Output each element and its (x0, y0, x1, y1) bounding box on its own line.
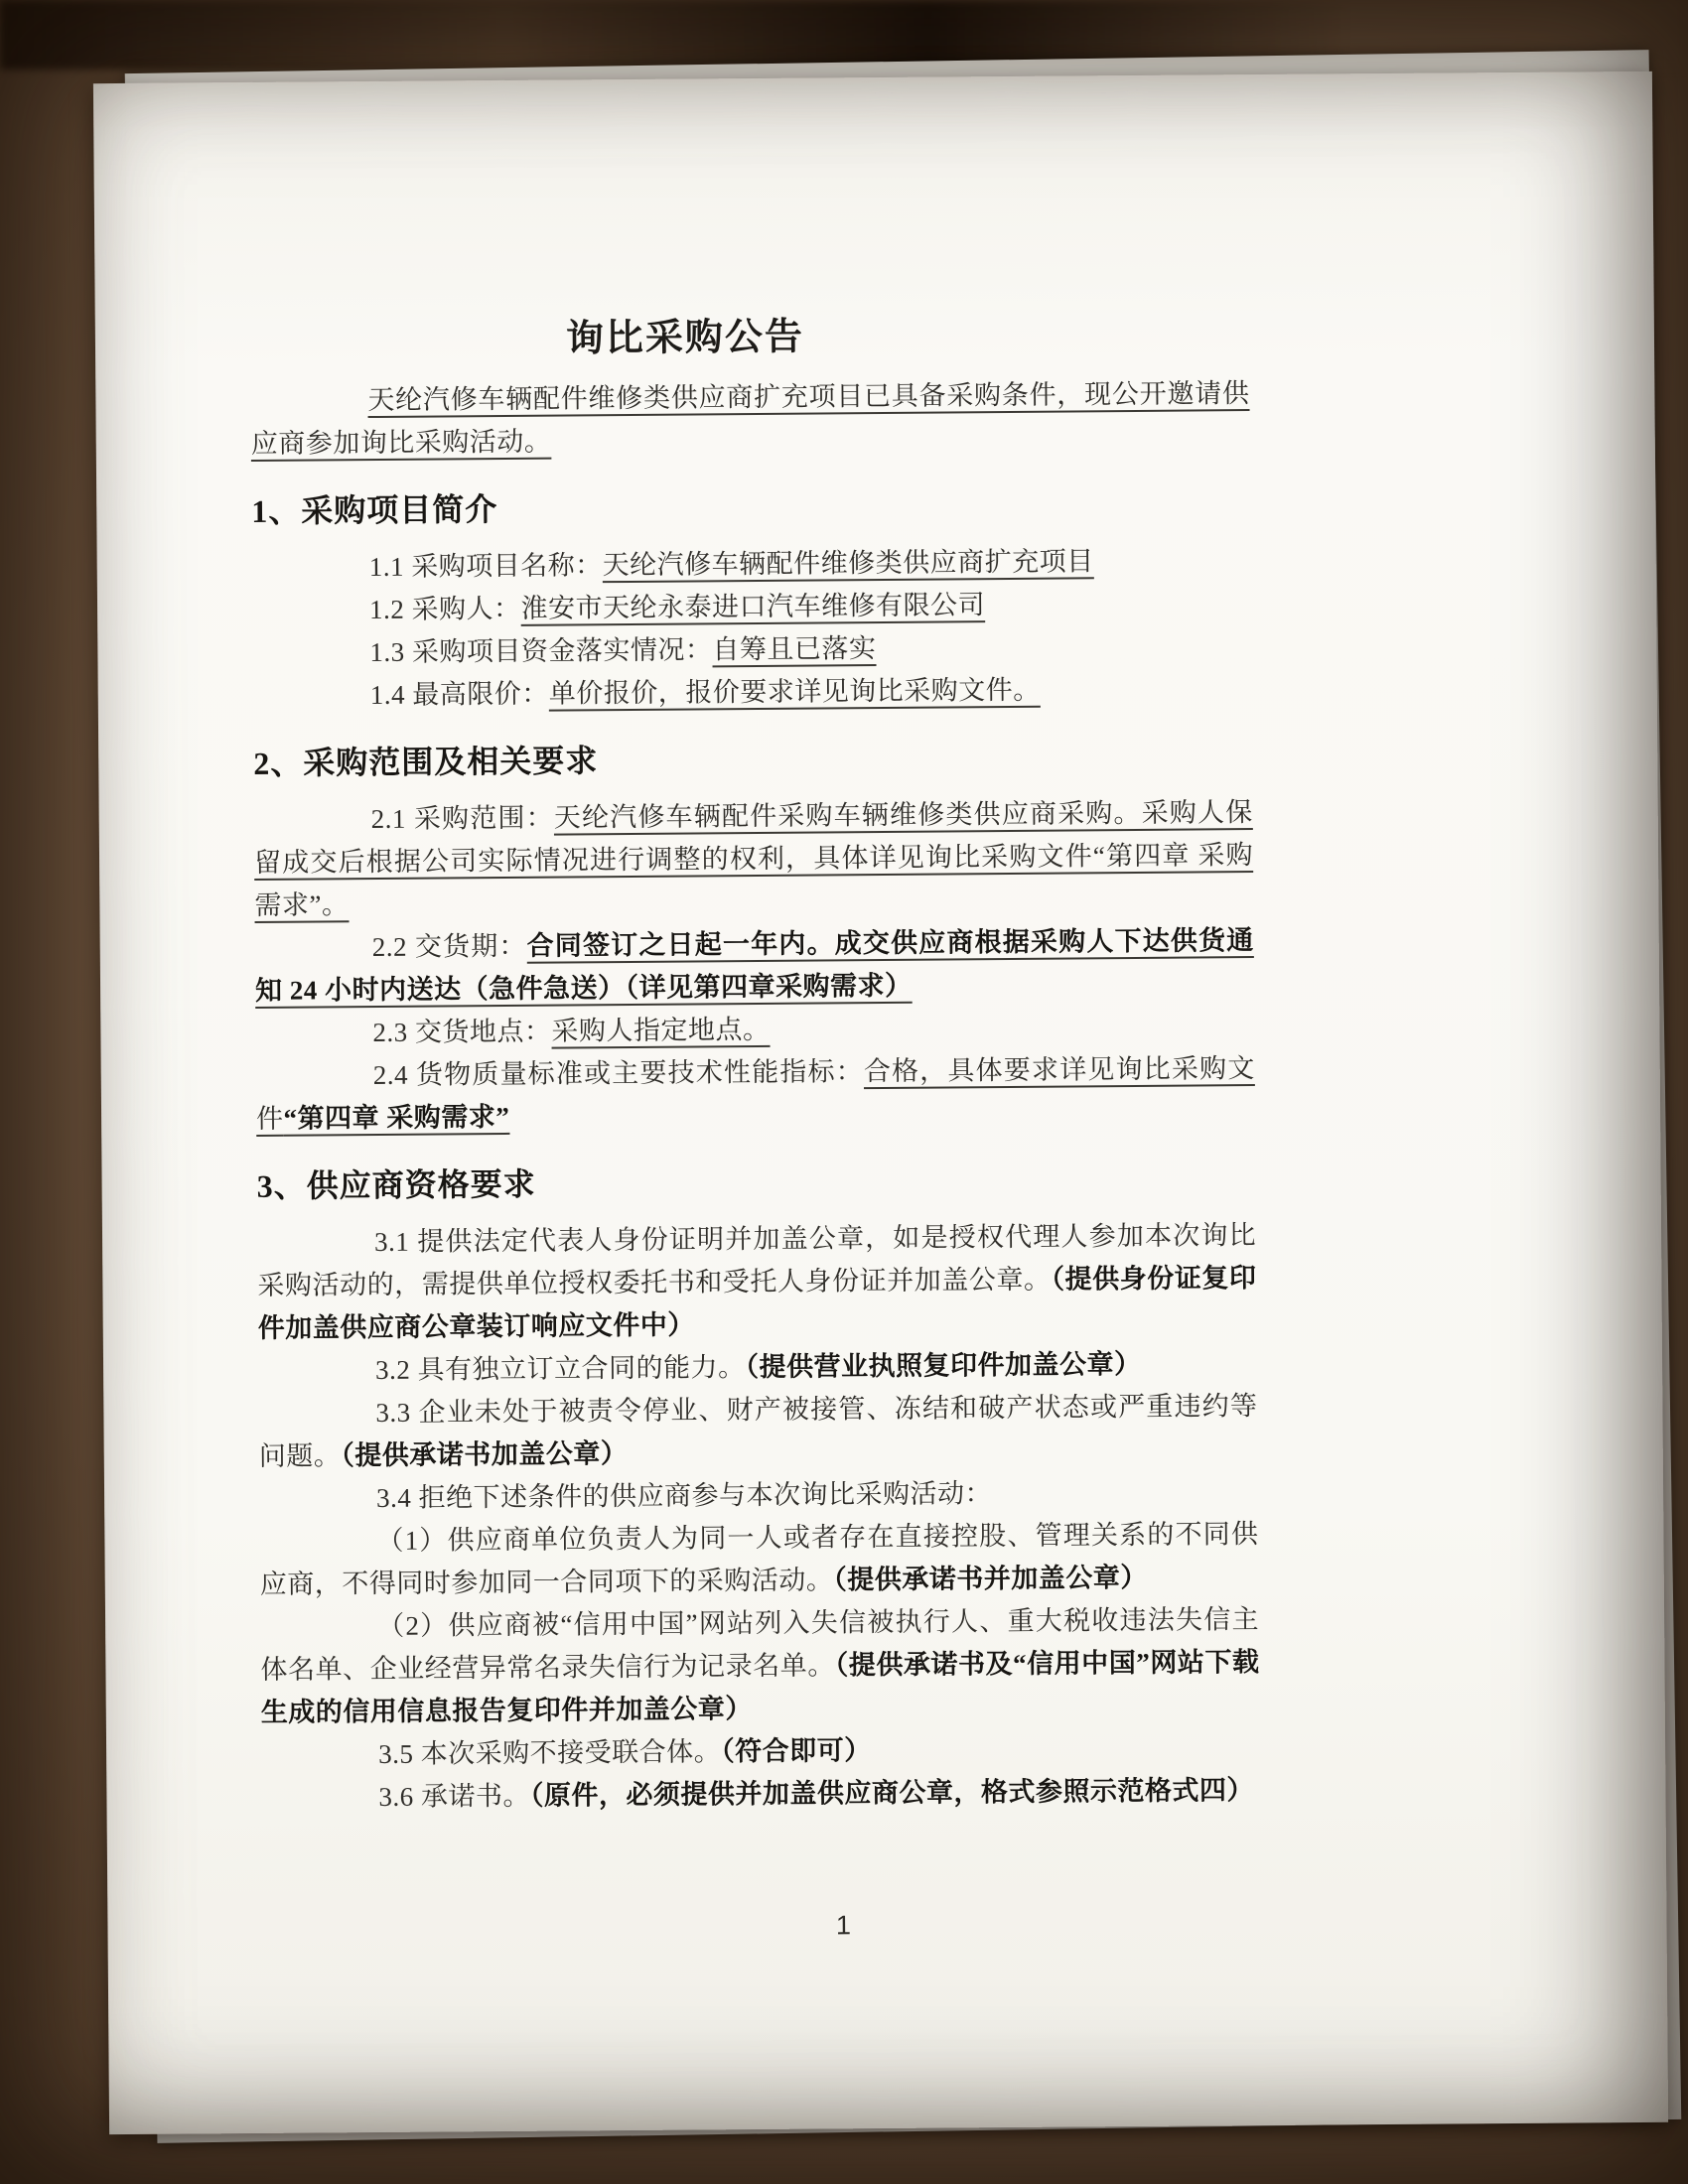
paragraph (259, 1513, 1259, 1606)
text-run: 2.3 交货地点： (372, 1016, 552, 1048)
section-heading (256, 1157, 1255, 1208)
document-body (250, 372, 1260, 1820)
text-run: 采购人指定地点。 (551, 1014, 771, 1046)
text-run: 3.1 提供法定代表人身份证明并加盖公章，如是授权代理人参加本次询比采购活动的，需提供单位授权委托书和受托人身份证并加盖公章。 (257, 1220, 1257, 1300)
page-content (248, 74, 1261, 1820)
text-run: （提供承诺书及“信用中国”网站下载生成的信用信息报告复印件并加盖公章） (260, 1647, 1260, 1727)
text-run: 1.4 最高限价： (369, 678, 549, 711)
text-run: 1.3 采购项目资金落实情况： (369, 634, 713, 668)
section-heading (253, 734, 1252, 785)
text-run: 3.3 企业未处于被责令停业、财产被接管、冻结和破产状态或严重违约等问题。 (258, 1391, 1258, 1471)
text-run: 合格，具体要求详见询比采购文件 (255, 1053, 1255, 1134)
document-page (93, 71, 1668, 2134)
text-run: 天纶汽修车辆配件维修类供应商扩充项目 (602, 546, 1094, 581)
text-run: 2.1 采购范围： (370, 802, 554, 835)
text-run: 3、供应商资格要求 (256, 1165, 536, 1204)
text-run: 2.4 货物质量标准或主要技术性能指标： (372, 1056, 864, 1091)
paragraph (257, 1214, 1257, 1350)
text-run: 天纶汽修车辆配件采购车辆维修类供应商采购。采购人保留成交后根据公司实际情况进行调整的权利，具体详见询比采购文件“第四章 采购需求”。 (253, 797, 1254, 920)
paragraph (260, 1598, 1260, 1734)
text-run: 2、采购范围及相关要求 (253, 743, 599, 781)
text-run: （1）供应商单位负责人为同一人或者存在直接控股、管理关系的不同供应商，不得同时参加同一合同项下的采购活动。 (259, 1519, 1259, 1599)
text-run: 天纶汽修车辆配件维修类供应商扩充项目已具备采购条件，现公开邀请供应商参加询比采购活动。 (250, 378, 1250, 459)
paragraph (254, 791, 1254, 927)
text-run: 自筹且已落实 (712, 633, 877, 665)
text-run: “第四章 采购需求” (283, 1101, 510, 1134)
document-title: 询比采购公告 (565, 316, 805, 360)
text-run: 3.6 承诺书。 (378, 1780, 531, 1812)
text-run: 3.5 本次采购不接受联合体。 (378, 1736, 722, 1769)
paragraph (261, 1769, 1260, 1820)
text-run: （原件，必须提供并加盖供应商公章，格式参照示范格式四） (529, 1775, 1255, 1811)
paragraph (256, 1047, 1256, 1141)
text-run: （符合即可） (721, 1735, 872, 1767)
page-number: 1 (835, 1910, 852, 1941)
text-run: 合同签订之日起一年内。成交供应商根据采购人下达供货通知 24 小时内送达（急件急送）（详见第四章采购需求） (254, 925, 1254, 1006)
text-run: 2.2 交货期： (371, 930, 527, 963)
section-heading (251, 481, 1250, 533)
text-run: （2）供应商被“信用中国”网站列入失信被执行人、重大税收违法失信主体名单、企业经营异常名录失信行为记录名单。 (260, 1604, 1260, 1685)
text-run: （提供身份证复印件加盖供应商公章装订响应文件中） (257, 1263, 1257, 1343)
text-run: 单价报价，报价要求详见询比采购文件。 (548, 674, 1041, 709)
paragraph (253, 667, 1252, 718)
paragraph (258, 1385, 1258, 1478)
text-run: （提供承诺书并加盖公章） (833, 1562, 1148, 1595)
text-run: 淮安市天纶永泰进口汽车维修有限公司 (520, 590, 986, 623)
text-run: 1.1 采购项目名称： (368, 550, 603, 583)
text-run: 3.2 具有独立订立合同的能力。 (374, 1352, 746, 1386)
paragraph (255, 919, 1255, 1013)
text-run: 1、采购项目简介 (251, 491, 498, 529)
text-run: 3.4 拒绝下述条件的供应商参与本次询比采购活动： (375, 1478, 993, 1514)
text-run: 1.2 采购人： (368, 593, 521, 625)
text-run: （提供营业执照复印件加盖公章） (745, 1348, 1142, 1383)
paragraph (250, 372, 1250, 466)
text-run: （提供承诺书加盖公章） (341, 1438, 629, 1471)
